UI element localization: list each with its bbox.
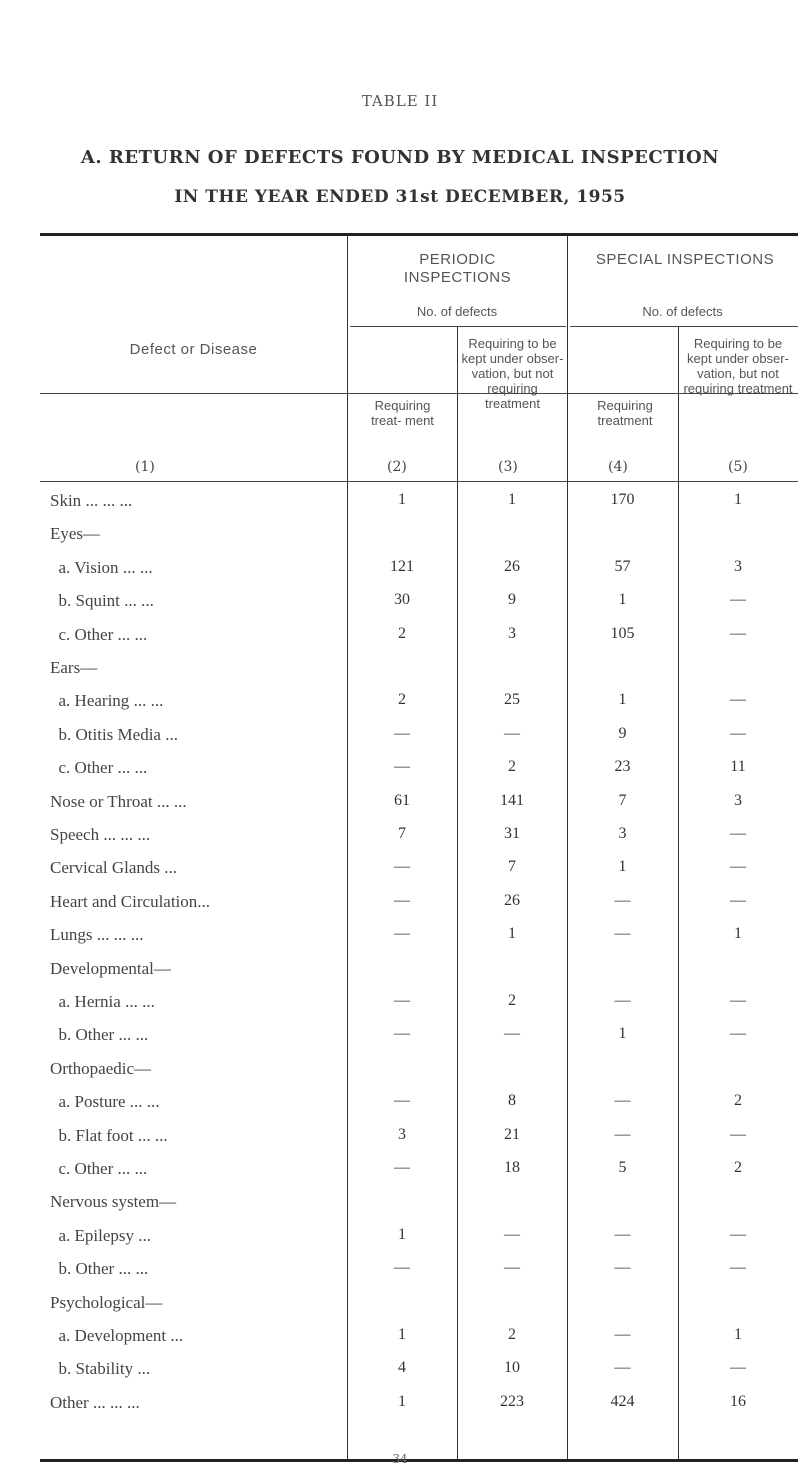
periodic-inspections-header: PERIODIC INSPECTIONS: [403, 251, 512, 286]
row-label: [50, 625, 147, 645]
table-cell: 4: [398, 1359, 406, 1377]
defect-name: c. Other: [50, 1159, 114, 1178]
leader-dots: ...: [166, 1326, 184, 1345]
table-cell: 25: [504, 691, 520, 709]
table-cell: —: [730, 1025, 746, 1043]
leader-dots: ... ...: [113, 624, 148, 644]
row-label: [50, 1059, 151, 1079]
table-cell: 3: [618, 825, 627, 842]
periodic-observation-header: Requiring to be kept under obser- vation, but not requiring treatment: [461, 336, 564, 411]
leader-dots: ... ...: [133, 1125, 168, 1145]
table-cell: —: [394, 891, 410, 909]
table-cell: 3: [398, 1125, 406, 1143]
row-label: [50, 825, 150, 845]
table-cell: 8: [508, 1092, 516, 1110]
row-label: [50, 858, 177, 878]
table-cell: —: [614, 1125, 631, 1143]
defect-name: Speech: [50, 825, 100, 844]
table-cell: 57: [614, 557, 631, 575]
table-cell: 11: [730, 758, 746, 776]
defect-name: Skin: [50, 491, 82, 510]
table-cell: 1: [618, 858, 627, 876]
table-cell: 7: [398, 825, 406, 842]
leader-dots: ... ...: [113, 758, 148, 778]
table-cell: —: [730, 691, 746, 709]
table-cell: 61: [394, 791, 410, 809]
table-cell: —: [394, 992, 410, 1009]
defect-name: Orthopaedic—: [50, 1058, 152, 1078]
row-label: [50, 725, 178, 745]
leader-dots: ... ...: [129, 691, 164, 711]
table-cell: —: [504, 1259, 520, 1277]
leader-dots: ... ...: [114, 1259, 149, 1279]
table-cell: —: [730, 591, 746, 609]
table-cell: —: [504, 1225, 520, 1243]
table-cell: 26: [504, 891, 520, 909]
table-cell: 1: [398, 1326, 406, 1343]
header-rule: [570, 326, 798, 327]
table-cell: —: [730, 1359, 746, 1377]
defect-column-header: Defect or Disease: [129, 341, 258, 358]
table-cell: —: [730, 825, 746, 842]
row-label: [50, 1192, 176, 1212]
table-cell: —: [730, 624, 746, 642]
leader-dots: ... ...: [125, 1092, 160, 1112]
defect-name: a. Hearing: [50, 691, 130, 711]
defect-name: Lungs: [50, 925, 93, 945]
leader-dots: ... ... ...: [81, 491, 133, 510]
table-cell: 223: [500, 1392, 524, 1410]
table-cell: —: [614, 1092, 631, 1110]
leader-dots: ... ...: [114, 1025, 149, 1045]
table-title: A. RETURN OF DEFECTS FOUND BY MEDICAL INSPECTION: [80, 147, 720, 168]
special-requiring-treatment-header: Requiring treatment: [597, 398, 653, 428]
table-cell: —: [730, 1125, 746, 1143]
defect-name: Nose or Throat: [50, 791, 153, 811]
row-label: [50, 992, 155, 1012]
table-cell: 2: [508, 992, 516, 1009]
table-cell: —: [614, 1259, 631, 1277]
table-cell: 1: [618, 691, 627, 709]
header-rule: [350, 326, 566, 327]
periodic-requiring-treatment-header: Requiring treat- ment: [371, 398, 434, 428]
defect-name: Nervous system—: [50, 1192, 177, 1212]
leader-dots: ... ...: [152, 791, 187, 811]
leader-dots: ... ...: [119, 591, 154, 611]
periodic-no-of-defects: No. of defects: [416, 304, 498, 319]
row-label: [50, 792, 187, 812]
table-cell: —: [730, 891, 746, 909]
defect-name: a. Vision: [50, 557, 119, 577]
table-cell: 141: [500, 791, 524, 809]
table-cell: 2: [508, 758, 516, 776]
table-cell: —: [394, 858, 410, 876]
defect-name: Cervical Glands: [50, 858, 160, 878]
table-cell: 3: [734, 557, 742, 575]
row-label: [50, 491, 132, 511]
row-label: [50, 1259, 148, 1279]
table-cell: —: [614, 1326, 631, 1343]
defect-name: Heart and Circulation: [50, 891, 198, 911]
row-label: [50, 524, 100, 544]
leader-dots: ...: [160, 724, 178, 744]
table-cell: 2: [508, 1326, 516, 1343]
table-cell: —: [394, 724, 410, 742]
column-number-5: (5): [728, 459, 748, 475]
table-cell: 1: [398, 491, 406, 508]
row-label: [50, 1025, 148, 1045]
table-cell: 1: [618, 1025, 627, 1043]
table-cell: —: [614, 891, 631, 909]
defect-name: c. Other: [50, 624, 114, 644]
defect-name: a. Epilepsy: [50, 1225, 135, 1245]
defect-name: a. Hernia: [50, 992, 121, 1011]
table-cell: 121: [390, 557, 414, 575]
table-cell: 170: [610, 491, 635, 508]
row-label: [50, 558, 153, 578]
defect-name: Ears—: [50, 658, 98, 677]
header-bottom-rule: [40, 481, 798, 482]
row-label: [50, 1393, 140, 1413]
leader-dots: ... ...: [113, 1159, 148, 1178]
table-cell: —: [730, 1225, 746, 1243]
table-cell: 1: [734, 1326, 742, 1343]
defect-name: b. Stability: [50, 1359, 134, 1379]
table-cell: —: [394, 1159, 410, 1176]
table-cell: 1: [734, 491, 742, 508]
row-label: [50, 591, 154, 611]
special-observation-header: Requiring to be kept under obser- vation, but not requiring treatment: [683, 336, 793, 396]
row-label: [50, 1293, 162, 1313]
table-cell: 1: [508, 491, 516, 508]
table-cell: —: [394, 1025, 410, 1043]
table-cell: —: [394, 758, 410, 776]
defect-name: b. Flat foot: [50, 1125, 134, 1145]
column-number-2: (2): [387, 459, 407, 475]
leader-dots: ...: [160, 858, 177, 878]
table-cell: 18: [504, 1159, 520, 1176]
table-cell: —: [394, 1259, 410, 1277]
defect-name: a. Posture: [50, 1092, 126, 1112]
table-cell: 1: [618, 591, 627, 609]
table-cell: —: [504, 1025, 520, 1043]
row-label: [50, 691, 163, 711]
column-number-3: (3): [498, 459, 518, 475]
table-cell: —: [394, 1092, 410, 1110]
defect-name: Other: [50, 1392, 89, 1412]
defect-name: b. Squint: [50, 591, 120, 611]
leader-dots: ...: [133, 1359, 151, 1379]
row-label: [50, 1359, 150, 1379]
table-cell: 23: [614, 758, 631, 776]
table-cell: 3: [508, 624, 516, 642]
table-cell: 16: [730, 1392, 746, 1410]
leader-dots: ... ... ...: [92, 925, 144, 945]
row-label: [50, 959, 171, 979]
leader-dots: ...: [197, 891, 211, 911]
special-no-of-defects: No. of defects: [642, 304, 723, 319]
defect-name: Eyes—: [50, 524, 101, 544]
table-cell: 9: [618, 724, 627, 742]
table-cell: 7: [618, 791, 627, 809]
table-cell: —: [614, 925, 631, 943]
table-cell: —: [394, 925, 410, 943]
table-cell: —: [614, 992, 631, 1009]
leader-dots: ... ... ...: [99, 825, 151, 844]
table-subtitle: IN THE YEAR ENDED 31st DECEMBER, 1955: [174, 187, 626, 207]
table-cell: 424: [610, 1392, 635, 1410]
table-cell: 2: [398, 691, 406, 709]
table-cell: —: [614, 1359, 631, 1377]
table-cell: 26: [504, 557, 520, 575]
row-label: [50, 658, 97, 678]
special-inspections-header: SPECIAL INSPECTIONS: [595, 251, 775, 268]
row-label: [50, 1092, 160, 1112]
table-cell: 7: [508, 858, 516, 876]
row-label: [50, 892, 210, 912]
table-cell: 3: [734, 791, 742, 809]
table-cell: 105: [610, 624, 635, 642]
table-cell: 30: [394, 591, 410, 609]
defect-name: b. Otitis Media: [50, 724, 161, 744]
table-cell: 5: [618, 1159, 627, 1176]
table-cell: —: [730, 1259, 746, 1277]
row-label: [50, 758, 147, 778]
leader-dots: ...: [134, 1225, 152, 1245]
column-number-4: (4): [608, 459, 628, 475]
table-cell: 21: [504, 1125, 520, 1143]
table-cell: —: [730, 858, 746, 876]
table-cell: 9: [508, 591, 516, 609]
row-label: [50, 1159, 147, 1179]
column-number-1: (1): [135, 459, 155, 475]
table-cell: 2: [734, 1159, 742, 1176]
table-label: TABLE II: [361, 92, 439, 110]
row-label: [50, 1326, 183, 1346]
table-cell: 31: [504, 825, 520, 842]
leader-dots: ... ... ...: [88, 1392, 140, 1412]
table-cell: —: [730, 992, 746, 1009]
table-cell: 1: [398, 1392, 406, 1410]
row-label: [50, 1126, 168, 1146]
defect-name: a. Development: [50, 1326, 167, 1345]
defect-name: c. Other: [50, 758, 114, 778]
row-label: [50, 925, 144, 945]
page-number: 34: [392, 1452, 408, 1466]
table-cell: —: [504, 724, 520, 742]
leader-dots: ... ...: [118, 557, 153, 577]
table-cell: 1: [734, 925, 742, 943]
table-cell: —: [614, 1225, 631, 1243]
table-cell: 2: [398, 624, 406, 642]
table-cell: 1: [508, 925, 516, 943]
defect-name: Psychological—: [50, 1292, 163, 1312]
table-cell: 2: [734, 1092, 742, 1110]
table-cell: 1: [398, 1225, 406, 1243]
leader-dots: ... ...: [120, 992, 155, 1011]
defect-name: b. Other: [50, 1259, 115, 1279]
defect-name: b. Other: [50, 1025, 115, 1045]
defect-name: Developmental—: [50, 958, 171, 978]
row-label: [50, 1226, 151, 1246]
table-cell: —: [730, 724, 746, 742]
table-cell: 10: [504, 1359, 520, 1377]
defects-table: [40, 233, 798, 1462]
